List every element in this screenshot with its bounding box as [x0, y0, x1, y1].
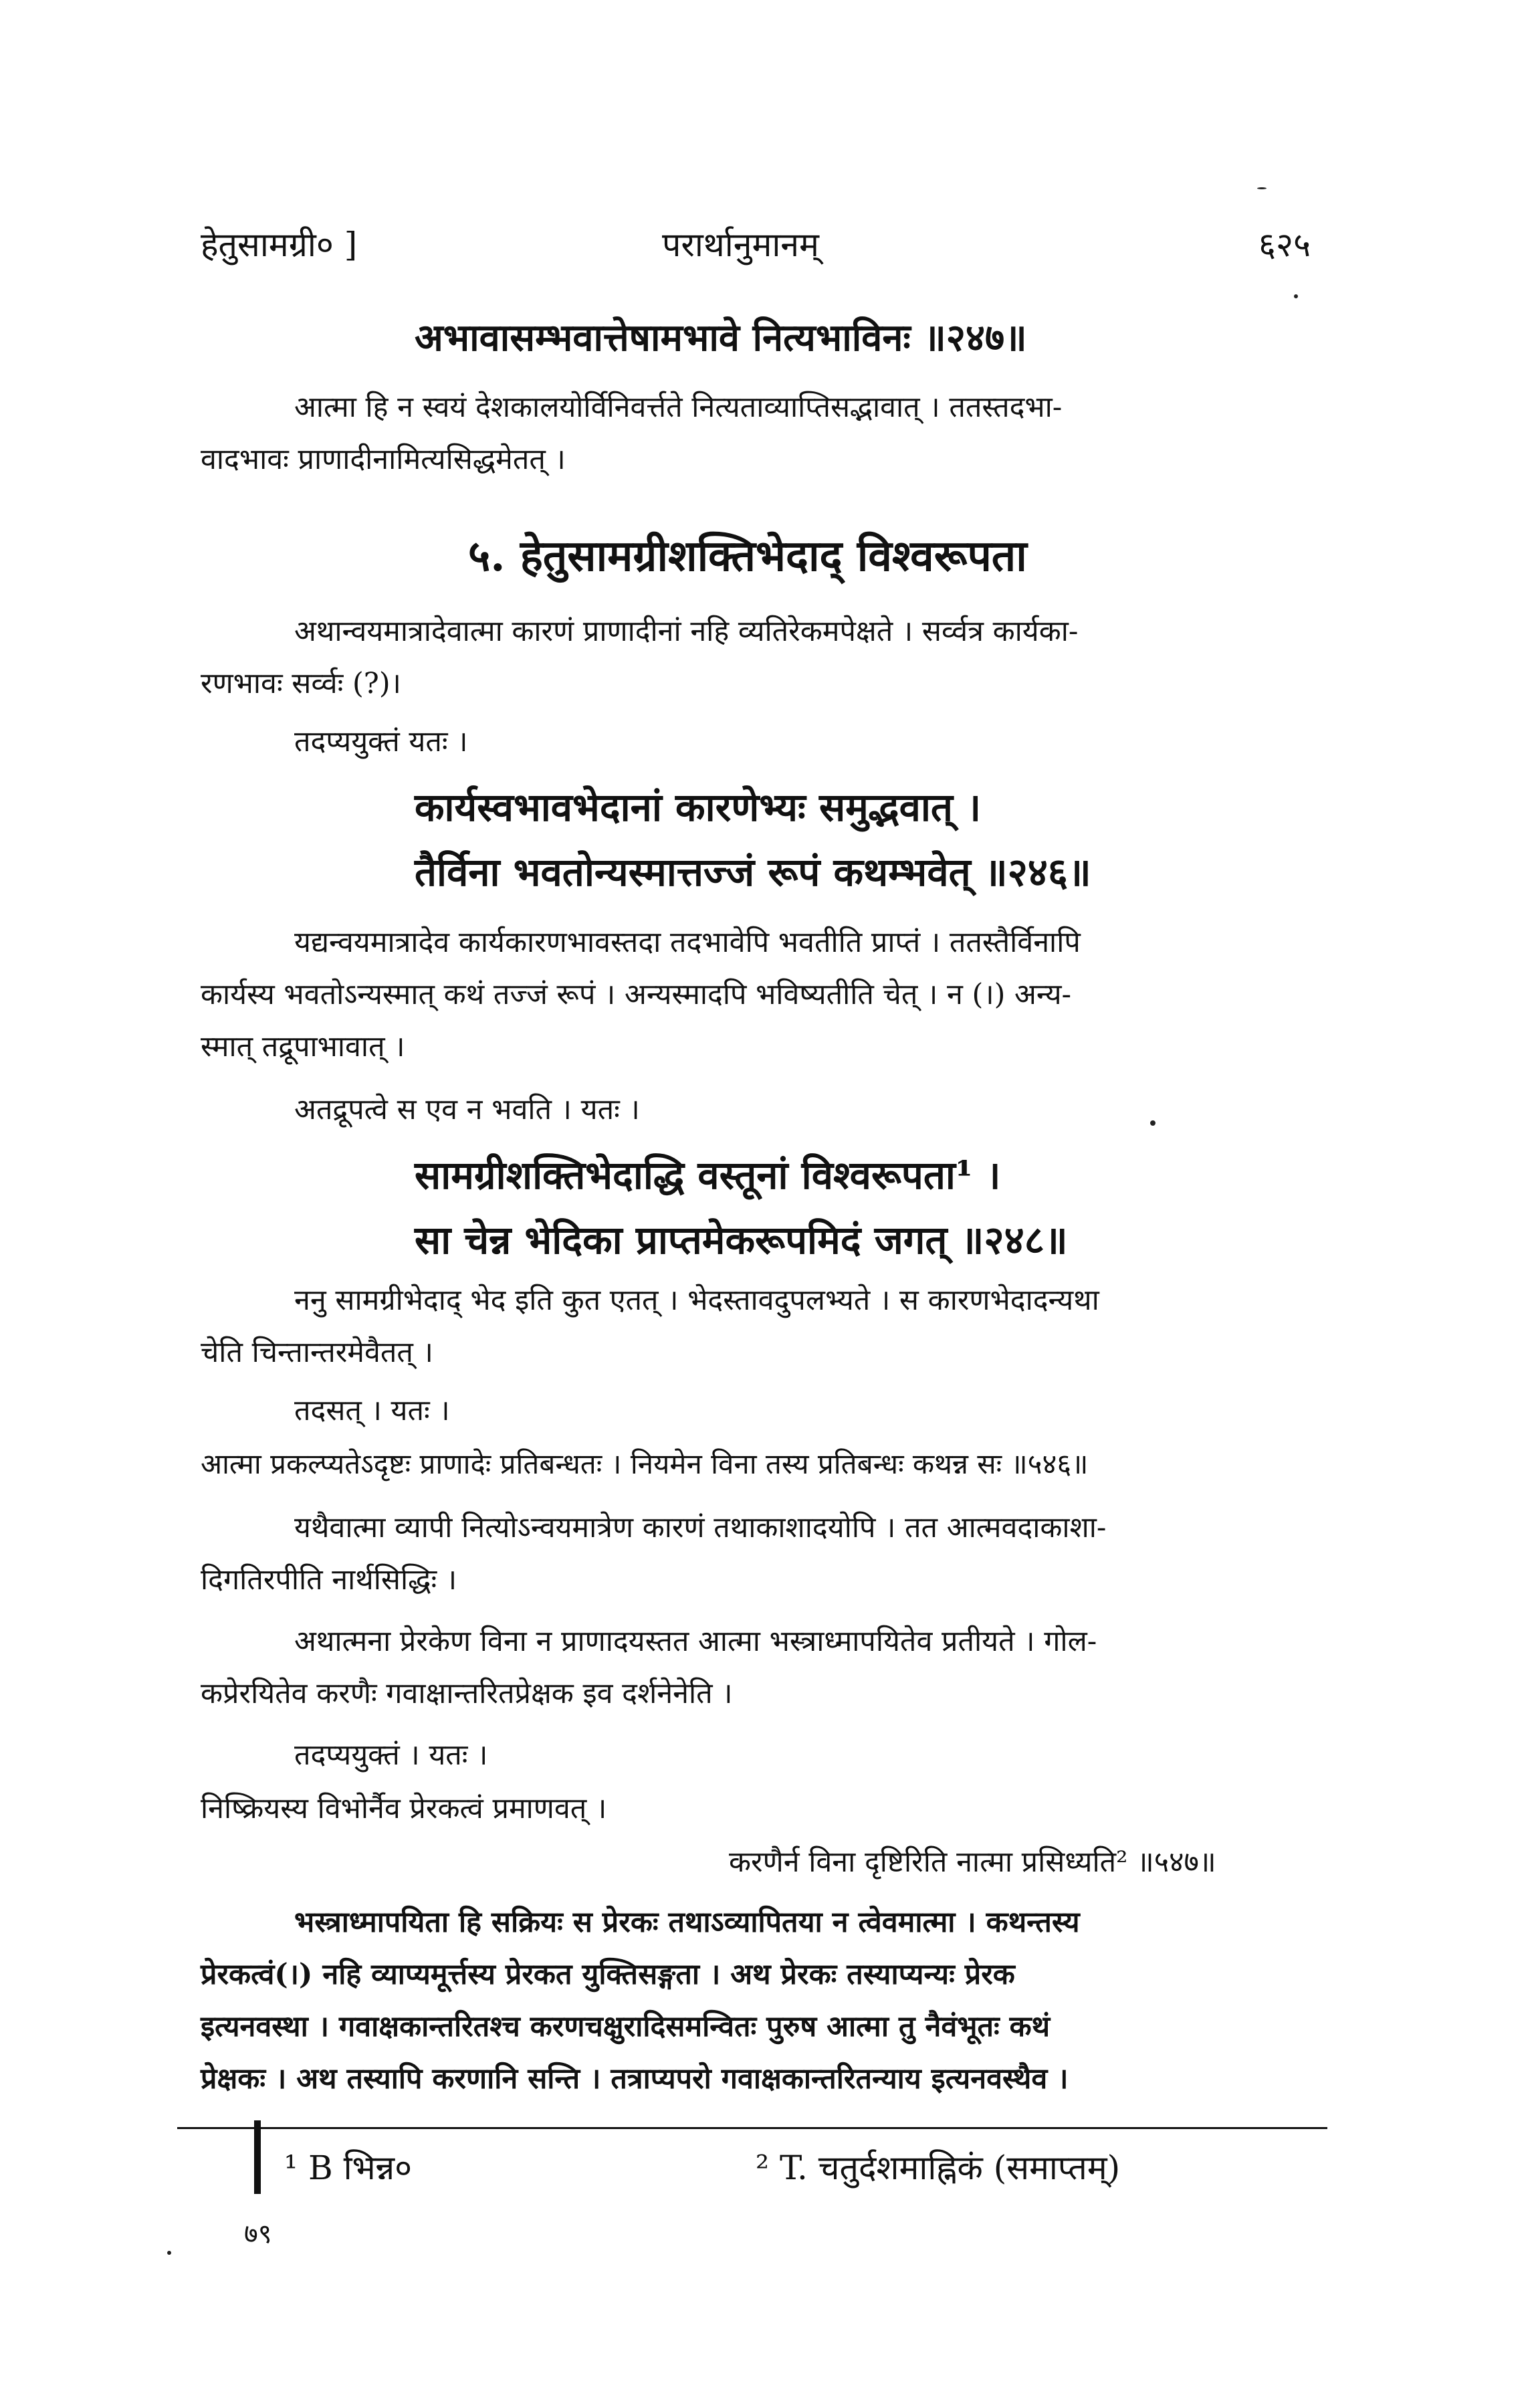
paragraph-6-line-2: चेति चिन्तान्तरमेवैतत् ।: [201, 1336, 433, 1369]
paragraph-9-line-2: कप्रेरयितेव करणैः गवाक्षान्तरितप्रेक्षक इव दर्शनेनेति ।: [201, 1677, 733, 1710]
paragraph-7: तदसत् । यतः ।: [294, 1394, 450, 1427]
paragraph-5: अतद्रूपत्वे स एव न भवति । यतः ।: [294, 1093, 640, 1126]
footnote-2: ² T. चतुर्दशमाह्निकं (समाप्तम्): [756, 2148, 1121, 2187]
paragraph-8-line-1: यथैवात्मा व्यापी नित्योऽन्वयमात्रेण कारणं तथाकाशादयोपि । तत आत्मवदाकाशा-: [294, 1511, 1107, 1544]
paragraph-11-line-1: भस्त्राध्मापयिता हि सक्रियः स प्रेरकः तथाऽव्यापितया न त्वेवमात्मा । कथन्तस्य: [294, 1906, 1080, 1939]
verse-547-line-2: करणैर्न विना दृष्टिरिति नात्मा प्रसिध्यति² ॥५४७॥: [729, 1845, 1216, 1879]
paragraph-3: तदप्ययुक्तं यतः ।: [294, 725, 468, 759]
verse-247: अभावासम्भवात्तेषामभावे नित्यभाविनः ॥२४७॥: [415, 316, 1027, 360]
scan-speck: [1150, 1120, 1156, 1126]
paragraph-4-line-2: कार्यस्य भवतोऽन्यस्मात् कथं तज्जं रूपं । अन्यस्मादपि भविष्यतीति चेत् । न (।) अन्य-: [201, 978, 1072, 1011]
verse-b-line-1: सामग्रीशक्तिभेदाद्धि वस्तूनां विश्वरूपता¹ ।: [415, 1152, 1001, 1198]
verse-b-line-2: सा चेन्न भेदिका प्राप्तमेकरूपमिदं जगत् ॥२४८॥: [415, 1217, 1068, 1263]
paragraph-8-line-2: दिगतिरपीति नार्थसिद्धिः ।: [201, 1563, 457, 1597]
paragraph-6-line-1: ननु सामग्रीभेदाद् भेद इति कुत एतत् । भेदस्तावदुपलभ्यते । स कारणभेदादन्यथा: [294, 1284, 1099, 1317]
paragraph-4-line-3: स्मात् तद्रूपाभावात् ।: [201, 1030, 405, 1064]
scan-speck: [167, 2251, 171, 2255]
paragraph-4-line-1: यद्यन्वयमात्रादेव कार्यकारणभावस्तदा तदभावेपि भवतीति प्राप्तं । ततस्तैर्विनापि: [294, 926, 1081, 959]
paragraph-11-line-2: प्रेरकत्वं(।) नहि व्याप्यमूर्त्तस्य प्रेरकत युक्तिसङ्गता । अथ प्रेरकः तस्याप्यन्यः प्रेरक: [201, 1958, 1015, 1991]
paragraph-2-line-2: रणभावः सर्व्वः (?)।: [201, 667, 401, 700]
paragraph-1-line-1: आत्मा हि न स्वयं देशकालयोर्विनिवर्त्तते नित्यताव्याप्तिसद्भावात् । ततस्तदभा-: [294, 391, 1063, 424]
paragraph-11-line-4: प्रेक्षकः । अथ तस्यापि करणानि सन्ति । तत्राप्यपरो गवाक्षकान्तरितन्याय इत्यनवस्थैव ।: [201, 2062, 1069, 2096]
section-heading: ५. हेतुसामग्रीशक्तिभेदाद् विश्वरूपता: [468, 531, 1027, 581]
verse-547-line-1: निष्क्रियस्य विभोर्नैव प्रेरकत्वं प्रमाणवत् ।: [201, 1792, 607, 1825]
verse-a-line-1: कार्यस्वभावभेदानां कारणेभ्यः समुद्भवात् ।: [415, 785, 982, 830]
verse-a-line-2: तैर्विना भवतोन्यस्मात्तज्जं रूपं कथम्भवेत् ॥२४६॥: [415, 849, 1091, 895]
paragraph-1-line-2: वादभावः प्राणादीनामित्यसिद्धमेतत् ।: [201, 443, 566, 476]
paragraph-11-line-3: इत्यनवस्था । गवाक्षकान्तरितश्च करणचक्षुरादिसमन्वितः पुरुष आत्मा तु नैवंभूतः कथं: [201, 2010, 1051, 2043]
footnote-1: ¹ B भिन्न०: [284, 2148, 413, 2187]
margin-mark: [254, 2120, 261, 2194]
page-number: ६२५: [1258, 225, 1311, 264]
paragraph-10: तदप्ययुक्तं । यतः ।: [294, 1738, 488, 1772]
footnote-rule: [177, 2127, 1327, 2129]
paragraph-2-line-1: अथान्वयमात्रादेवात्मा कारणं प्राणादीनां नहि व्यतिरेकमपेक्षते । सर्व्वत्र कार्यका-: [294, 615, 1079, 648]
scan-speck: [1257, 187, 1267, 189]
paragraph-9-line-1: अथात्मना प्रेरकेण विना न प्राणादयस्तत आत्मा भस्त्राध्मापयितेव प्रतीयते । गोल-: [294, 1625, 1097, 1658]
scan-speck: [1294, 294, 1298, 298]
running-header-title: परार्थानुमानम्: [662, 225, 819, 264]
signature-mark: ७९: [244, 2219, 272, 2249]
verse-546: आत्मा प्रकल्प्यतेऽदृष्टः प्राणादेः प्रतिबन्धतः । नियमेन विना तस्य प्रतिबन्धः कथन्न सः ॥५४६॥: [201, 1447, 1089, 1480]
running-header-left: हेतुसामग्री० ]: [201, 225, 358, 264]
